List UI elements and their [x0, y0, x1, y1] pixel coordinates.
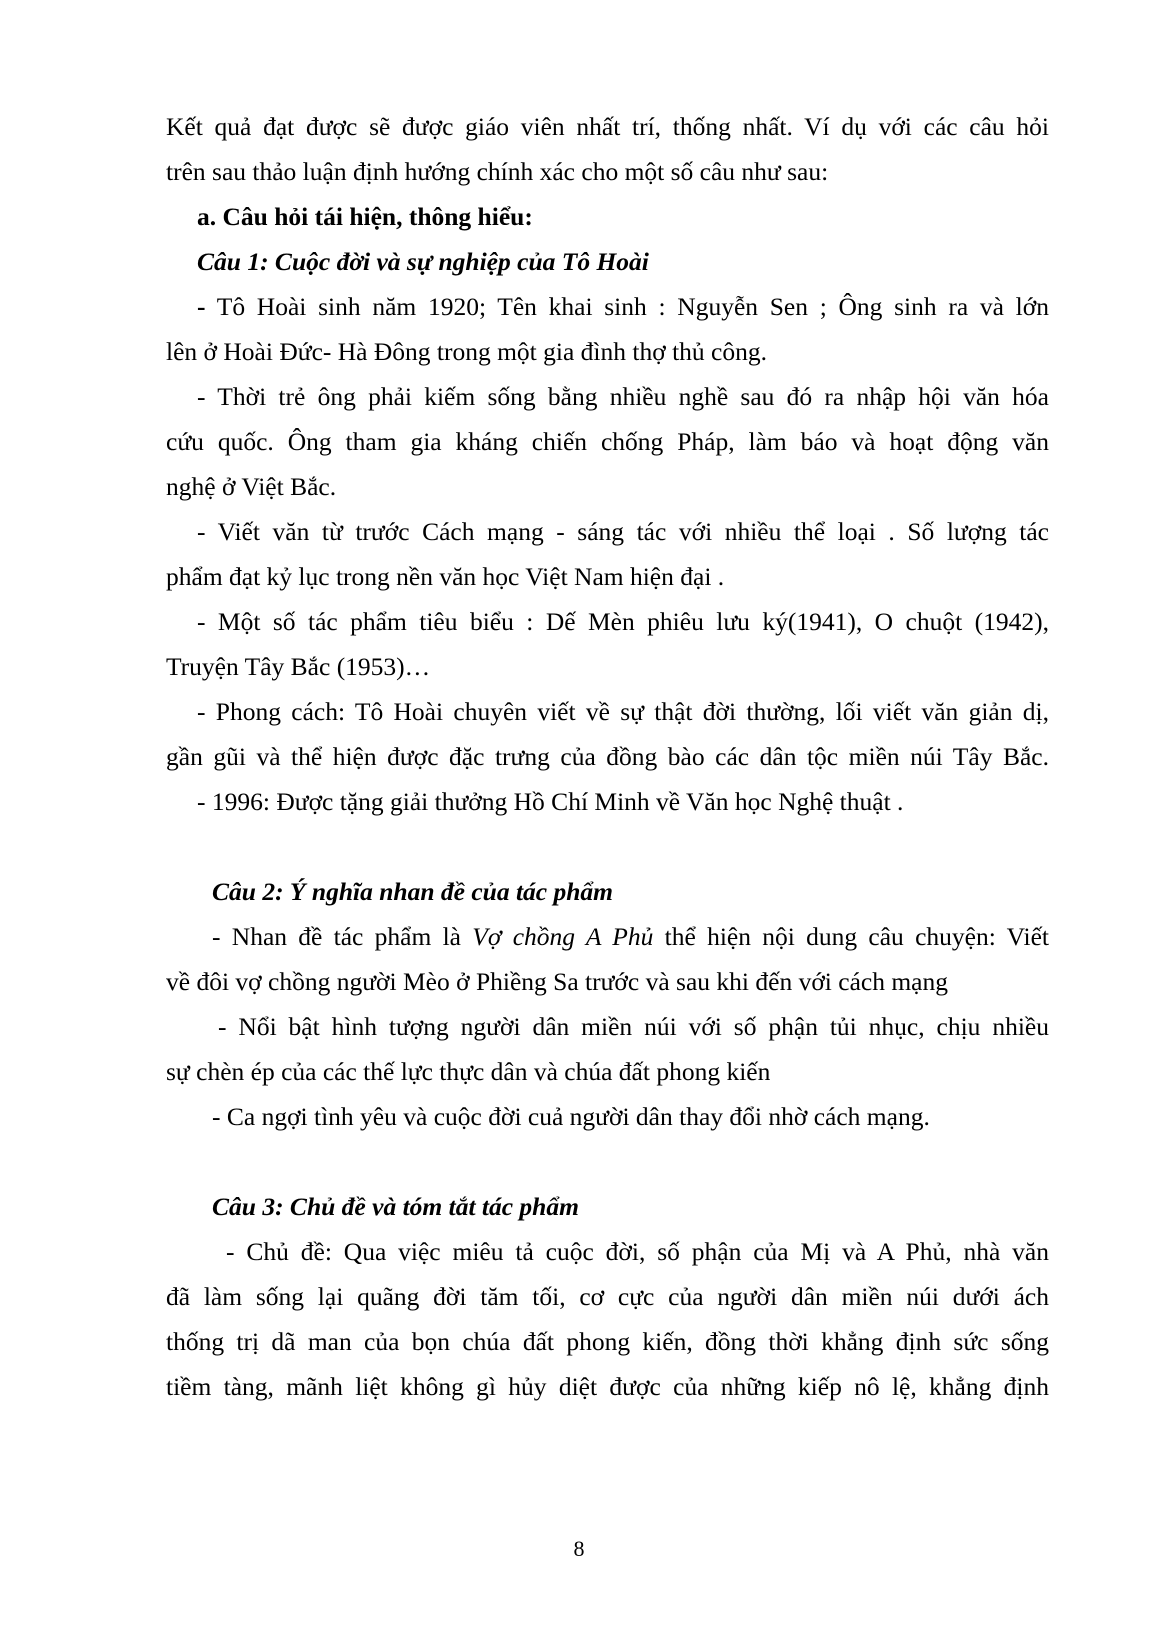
- q3-paragraph-1-line-3: thống trị dã man của bọn chúa đất phong kiến, đồng thời khẳng định sức sống: [166, 1327, 1049, 1356]
- q1-paragraph-5-line-1: - Phong cách: Tô Hoài chuyên viết về sự thật đời thường, lối viết văn giản dị,: [197, 697, 1049, 726]
- q1-paragraph-2-line-2: cứu quốc. Ông tham gia kháng chiến chống Pháp, làm báo và hoạt động văn: [166, 427, 1049, 456]
- question-1-heading: Câu 1: Cuộc đời và sự nghiệp của Tô Hoài: [197, 247, 649, 276]
- q1-paragraph-2-line-3: nghệ ở Việt Bắc.: [166, 472, 337, 501]
- q1-bullet-dash: -: [197, 292, 206, 321]
- q1-paragraph-1-line-2: lên ở Hoài Đức- Hà Đông trong một gia đình thợ thủ công.: [166, 337, 767, 366]
- q1-paragraph-5-line-2: gần gũi và thể hiện được đặc trưng của đồng bào các dân tộc miền núi Tây Bắc.: [166, 742, 1049, 771]
- q2-paragraph-2-line-1: - Nổi bật hình tượng người dân miền núi với số phận tủi nhục, chịu nhiều: [218, 1012, 1049, 1041]
- q3-paragraph-1-line-2: đã làm sống lại quãng đời tăm tối, cơ cực của người dân miền núi dưới ách: [166, 1282, 1049, 1311]
- q2-p1-pre: - Nhan đề tác phẩm là: [212, 922, 473, 951]
- q3-paragraph-1-line-4: tiềm tàng, mãnh liệt không gì hủy diệt được của những kiếp nô lệ, khẳng định: [166, 1372, 1049, 1401]
- q2-paragraph-1-line-1: [212, 922, 1049, 952]
- question-2-heading: Câu 2: Ý nghĩa nhan đề của tác phẩm: [212, 877, 613, 906]
- intro-line-1: Kết quả đạt được sẽ được giáo viên nhất trí, thống nhất. Ví dụ với các câu hỏi: [166, 112, 1049, 141]
- page-number: 8: [573, 1536, 585, 1561]
- q1-paragraph-4-line-2: Truyện Tây Bắc (1953)…: [166, 652, 431, 681]
- q1-paragraph-4-line-1: - Một số tác phẩm tiêu biểu : Dế Mèn phiêu lưu ký(1941), O chuột (1942),: [197, 607, 1049, 636]
- q2-paragraph-2-line-2: sự chèn ép của các thế lực thực dân và chúa đất phong kiến: [166, 1057, 771, 1086]
- q1-paragraph-6-line-1: - 1996: Được tặng giải thưởng Hồ Chí Minh về Văn học Nghệ thuật .: [197, 787, 904, 816]
- section-a-heading: a. Câu hỏi tái hiện, thông hiểu:: [197, 202, 533, 231]
- work-title: Vợ chồng A Phủ: [472, 922, 654, 951]
- q1-paragraph-1-line-1: [197, 292, 1049, 322]
- q2-paragraph-1-line-2: về đôi vợ chồng người Mèo ở Phiềng Sa trước và sau khi đến với cách mạng: [166, 967, 948, 996]
- q2-p1-post: thể hiện nội dung câu chuyện: Viết: [653, 922, 1049, 951]
- intro-line-2: trên sau thảo luận định hướng chính xác cho một số câu như sau:: [166, 157, 829, 186]
- q1-paragraph-3-line-1: - Viết văn từ trước Cách mạng - sáng tác với nhiều thể loại . Số lượng tác: [197, 517, 1049, 546]
- question-3-heading: Câu 3: Chủ đề và tóm tắt tác phẩm: [212, 1192, 579, 1221]
- q2-paragraph-3-line-1: - Ca ngợi tình yêu và cuộc đời cuả người dân thay đổi nhờ cách mạng.: [212, 1102, 930, 1131]
- q3-paragraph-1-line-1: - Chủ đề: Qua việc miêu tả cuộc đời, số phận của Mị và A Phủ, nhà văn: [226, 1237, 1049, 1266]
- q1-paragraph-2-line-1: - Thời trẻ ông phải kiếm sống bằng nhiều nghề sau đó ra nhập hội văn hóa: [197, 382, 1049, 411]
- q1-paragraph-3-line-2: phẩm đạt kỷ lục trong nền văn học Việt Nam hiện đại .: [166, 562, 725, 591]
- q1-p1-l1-text: Tô Hoài sinh năm 1920; Tên khai sinh : Nguyễn Sen ; Ông sinh ra và lớn: [216, 292, 1049, 321]
